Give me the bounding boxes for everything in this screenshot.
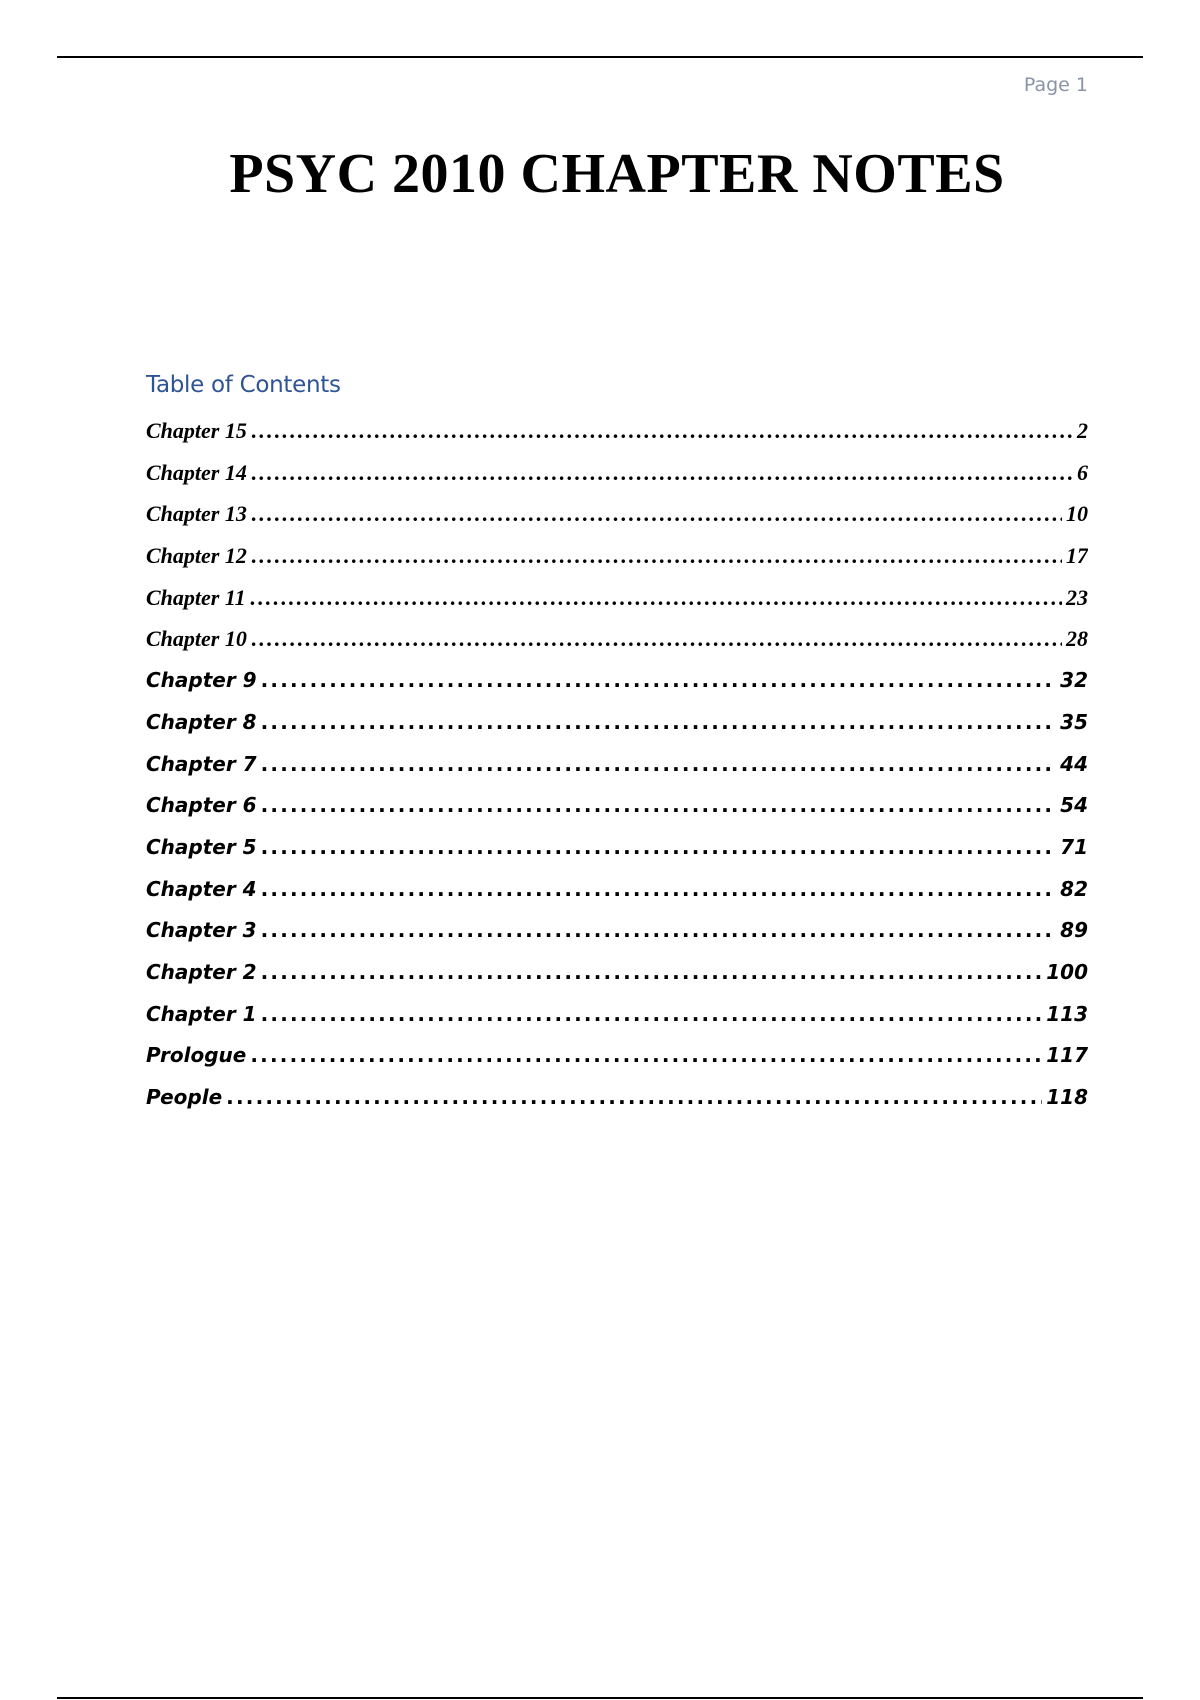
toc-entry-prologue[interactable]: [146, 1043, 1088, 1085]
toc-entry-page: 17: [1066, 543, 1088, 569]
toc-entry-chapter-6[interactable]: [146, 793, 1088, 835]
toc-dot-leader: [251, 460, 1073, 486]
toc-dot-leader: [250, 585, 1062, 611]
toc-dot-leader: [261, 918, 1057, 942]
toc-entry-chapter-9[interactable]: [146, 668, 1088, 710]
toc-entry-label: Chapter 12: [146, 543, 247, 569]
toc-entry-chapter-4[interactable]: [146, 877, 1088, 919]
toc-entry-chapter-1[interactable]: [146, 1002, 1088, 1044]
toc-dot-leader: [261, 668, 1057, 692]
toc-entry-page: 6: [1077, 459, 1088, 485]
toc-entry-label: Chapter 15: [146, 418, 247, 443]
toc-dot-leader: [251, 418, 1073, 444]
footer-rule: [57, 1697, 1143, 1699]
toc-dot-leader: [261, 1002, 1043, 1026]
toc-entry-label: Chapter 13: [146, 501, 247, 527]
table-of-contents: [146, 418, 1088, 1127]
toc-dot-leader: [261, 835, 1057, 859]
toc-entry-label: Chapter 14: [146, 459, 247, 485]
toc-entry-chapter-11[interactable]: [146, 585, 1088, 627]
toc-entry-page: 23: [1066, 584, 1088, 610]
toc-entry-page: 10: [1066, 501, 1088, 527]
toc-entry-label: Chapter 7: [146, 751, 257, 776]
header-rule: [57, 56, 1143, 58]
toc-dot-leader: [261, 877, 1057, 901]
toc-dot-leader: [261, 710, 1057, 734]
toc-entry-label: Chapter 2: [146, 959, 257, 984]
toc-entry-chapter-2[interactable]: [146, 960, 1088, 1002]
toc-entry-page: 82: [1060, 876, 1088, 901]
toc-entry-label: Chapter 9: [146, 668, 257, 693]
toc-entry-page: 44: [1060, 751, 1088, 776]
toc-entry-page: 35: [1060, 709, 1088, 734]
document-title: PSYC 2010 CHAPTER NOTES: [229, 143, 1005, 205]
toc-entry-label: Chapter 1: [146, 1001, 257, 1026]
toc-dot-leader: [226, 1085, 1042, 1109]
toc-entry-label: Chapter 11: [146, 584, 246, 610]
toc-dot-leader: [251, 626, 1062, 652]
toc-entry-label: Chapter 6: [146, 793, 257, 818]
toc-entry-label: Chapter 10: [146, 626, 247, 652]
toc-dot-leader: [250, 1043, 1042, 1067]
toc-dot-leader: [251, 543, 1062, 569]
toc-entry-chapter-5[interactable]: [146, 835, 1088, 877]
toc-entry-label: Chapter 5: [146, 834, 257, 859]
toc-entry-page: 100: [1046, 959, 1088, 984]
toc-entry-page: 32: [1060, 668, 1088, 693]
toc-entry-label: Chapter 3: [146, 918, 257, 943]
toc-entry-page: 54: [1060, 793, 1088, 818]
toc-entry-chapter-8[interactable]: [146, 710, 1088, 752]
toc-dot-leader: [261, 793, 1057, 817]
toc-entry-chapter-12[interactable]: [146, 543, 1088, 585]
toc-entry-chapter-7[interactable]: [146, 752, 1088, 794]
toc-entry-page: 118: [1046, 1085, 1088, 1109]
toc-entry-chapter-15[interactable]: [146, 418, 1088, 460]
toc-entry-label: Prologue: [146, 1043, 247, 1068]
toc-entry-chapter-13[interactable]: [146, 501, 1088, 543]
toc-entry-people[interactable]: [146, 1085, 1088, 1127]
toc-heading: Table of Contents: [146, 372, 341, 398]
toc-dot-leader: [251, 501, 1062, 527]
toc-entry-page: 28: [1066, 626, 1088, 652]
page-number: Page 1: [1023, 74, 1088, 96]
toc-dot-leader: [261, 752, 1057, 776]
toc-entry-label: Chapter 4: [146, 876, 257, 901]
toc-entry-chapter-3[interactable]: [146, 918, 1088, 960]
toc-entry-page: 113: [1046, 1001, 1088, 1026]
toc-entry-page: 71: [1060, 834, 1088, 859]
toc-entry-chapter-10[interactable]: [146, 626, 1088, 668]
toc-dot-leader: [261, 960, 1043, 984]
toc-entry-chapter-14[interactable]: [146, 460, 1088, 502]
toc-entry-page: 117: [1046, 1043, 1088, 1068]
toc-entry-label: Chapter 8: [146, 709, 257, 734]
toc-entry-page: 89: [1060, 918, 1088, 943]
toc-entry-page: 2: [1077, 418, 1088, 443]
toc-entry-label: People: [146, 1085, 223, 1109]
